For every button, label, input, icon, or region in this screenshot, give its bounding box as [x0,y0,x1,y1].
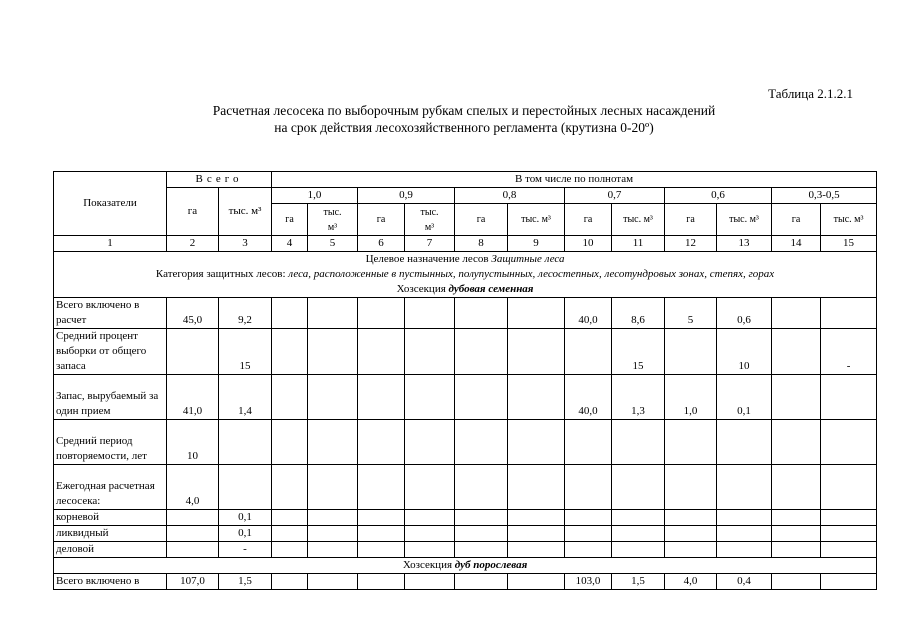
data-cell: 103,0 [565,574,612,590]
column-number-cell: 5 [308,236,358,252]
data-cell [405,465,455,510]
table-row [54,375,877,420]
data-cell [167,329,219,375]
data-cell [272,526,308,542]
subheader-ha: га [772,204,821,236]
row-label: корневой [54,510,167,526]
data-cell [358,542,405,558]
data-cell [508,329,565,375]
data-cell [308,298,358,329]
data-cell [272,329,308,375]
data-cell [405,329,455,375]
column-number-cell: 2 [167,236,219,252]
data-cell [358,375,405,420]
data-cell: 40,0 [565,375,612,420]
data-cell [565,526,612,542]
purpose-line [56,252,874,267]
data-cell [455,375,508,420]
row-label: Средний процент выборки от общего запаса [54,329,167,375]
column-number-cell: 8 [455,236,508,252]
data-cell [358,465,405,510]
subheader-thous: тыс. [323,206,342,218]
data-cell [455,510,508,526]
subheader-m3: тыс. м³ [508,204,565,236]
data-cell [358,574,405,590]
data-cell [772,298,821,329]
table-row [54,329,877,375]
subheader-m3: тыс. м³ [612,204,665,236]
data-cell [455,298,508,329]
data-cell [772,375,821,420]
data-cell [772,420,821,465]
data-cell [717,420,772,465]
data-cell [455,465,508,510]
data-cell: 1,4 [219,375,272,420]
data-cell [308,420,358,465]
section-prefix: Хозсекция [396,283,449,295]
data-cell: 1,0 [665,375,717,420]
table-row [54,298,877,329]
column-number-cell: 3 [219,236,272,252]
data-cell: 15 [612,329,665,375]
data-cell [308,465,358,510]
data-cell [665,420,717,465]
data-cell [405,574,455,590]
data-cell: 1,3 [612,375,665,420]
data-cell [308,375,358,420]
data-cell [772,510,821,526]
data-cell [665,329,717,375]
column-number-cell: 9 [508,236,565,252]
data-cell [167,526,219,542]
data-cell [508,420,565,465]
data-cell [358,298,405,329]
data-cell [772,465,821,510]
header-total-ha: га [167,188,219,236]
data-cell [821,526,877,542]
data-cell [308,574,358,590]
data-cell: 45,0 [167,298,219,329]
data-cell: 41,0 [167,375,219,420]
data-cell [612,542,665,558]
data-cell [565,465,612,510]
data-cell [272,510,308,526]
data-cell [565,420,612,465]
row-label: Запас, вырубаемый за один прием [54,375,167,420]
data-cell [565,329,612,375]
table-row [54,420,877,465]
allowable-cut-table [53,171,877,590]
header-total-m3: тыс. м³ [219,188,272,236]
data-cell [821,510,877,526]
category-value: леса, расположенные в пустынных, полупустынных, лесостепных, лесотундровых зонах, степях, горах [288,268,775,280]
data-cell [455,542,508,558]
data-cell [405,420,455,465]
data-cell [358,510,405,526]
title-line-2: на срок действия лесохозяйственного регламента (крутизна 0-20º) [274,120,654,135]
data-cell [358,420,405,465]
data-cell [717,510,772,526]
column-number-cell: 15 [821,236,877,252]
purpose-prefix: Целевое назначение лесов [365,253,492,265]
section-prefix: Хозсекция [402,559,455,571]
data-cell [565,542,612,558]
row-label: Всего включено в расчет [54,298,167,329]
data-cell: 107,0 [167,574,219,590]
density-header: 1,0 [272,188,358,204]
density-header: 0,8 [455,188,565,204]
data-cell [167,542,219,558]
data-cell: 0,1 [219,510,272,526]
subheader-thous: тыс. [420,206,439,218]
data-cell [508,574,565,590]
data-cell: 40,0 [565,298,612,329]
column-number-cell: 4 [272,236,308,252]
title-line-1: Расчетная лесосека по выборочным рубкам спелых и перестойных лесных насаждений [212,103,716,118]
data-cell [665,542,717,558]
density-header: 0,9 [358,188,455,204]
data-cell: 5 [665,298,717,329]
row-label: ликвидный [54,526,167,542]
data-cell [821,465,877,510]
data-cell [219,420,272,465]
data-cell [308,329,358,375]
data-cell [405,526,455,542]
section2-header [54,558,877,574]
table-row [54,542,877,558]
density-header: 0,7 [565,188,665,204]
data-cell [612,420,665,465]
column-number-row [54,236,877,252]
subheader-m3-unit: м³ [327,221,338,233]
data-cell: 10 [717,329,772,375]
row-label: деловой [54,542,167,558]
data-cell: 8,6 [612,298,665,329]
table-row [54,510,877,526]
data-cell [308,542,358,558]
data-cell [508,510,565,526]
row-label: Всего включено в [54,574,167,590]
section-name: дубовая семенная [448,283,534,295]
data-cell: 0,1 [219,526,272,542]
data-cell [358,329,405,375]
subheader-ha: га [455,204,508,236]
subheader-m3 [405,204,455,236]
data-cell: 0,4 [717,574,772,590]
data-cell: 9,2 [219,298,272,329]
data-cell [665,510,717,526]
column-number-cell: 1 [54,236,167,252]
data-cell [405,510,455,526]
subheader-m3: тыс. м³ [717,204,772,236]
data-cell [772,526,821,542]
data-cell [665,465,717,510]
data-cell [821,298,877,329]
data-cell [405,298,455,329]
data-cell: 0,1 [717,375,772,420]
category-prefix: Категория защитных лесов: [155,268,289,280]
data-cell [508,542,565,558]
row-label: Ежегодная расчетная лесосека: [54,465,167,510]
data-cell [455,574,508,590]
data-cell [272,375,308,420]
data-cell [219,465,272,510]
data-cell [272,298,308,329]
data-cell [272,465,308,510]
subheader-m3 [308,204,358,236]
data-cell [272,542,308,558]
data-cell: 4,0 [167,465,219,510]
data-cell [821,542,877,558]
data-cell [167,510,219,526]
data-cell: 15 [219,329,272,375]
data-cell [772,329,821,375]
column-number-cell: 10 [565,236,612,252]
data-cell [508,298,565,329]
section-name: дуб порослевая [454,559,528,571]
table-row [54,574,877,590]
data-cell [455,420,508,465]
data-cell [358,526,405,542]
data-cell [717,465,772,510]
data-cell [308,526,358,542]
data-cell [612,465,665,510]
data-cell [821,420,877,465]
data-cell [272,420,308,465]
table-title [0,102,905,136]
column-number-cell: 14 [772,236,821,252]
data-cell [717,526,772,542]
data-cell [455,329,508,375]
column-number-cell: 7 [405,236,455,252]
header-total: Всего [167,172,272,188]
data-cell [821,375,877,420]
data-cell: 1,5 [612,574,665,590]
data-cell [665,526,717,542]
category-line [56,267,874,282]
density-header: 0,3-0,5 [772,188,877,204]
data-cell [565,510,612,526]
subheader-m3-unit: м³ [424,221,435,233]
data-cell [508,375,565,420]
section1-header [56,282,874,297]
data-cell [612,526,665,542]
data-cell: - [821,329,877,375]
data-cell [405,375,455,420]
column-number-cell: 13 [717,236,772,252]
column-number-cell: 12 [665,236,717,252]
column-number-cell: 6 [358,236,405,252]
data-cell [405,542,455,558]
data-cell [455,526,508,542]
table-row [54,526,877,542]
data-cell [272,574,308,590]
data-cell [308,510,358,526]
data-cell [612,510,665,526]
data-cell [772,574,821,590]
data-cell [508,526,565,542]
data-cell [508,465,565,510]
purpose-value: Защитные леса [491,253,565,265]
column-number-cell: 11 [612,236,665,252]
data-cell: 4,0 [665,574,717,590]
data-cell [821,574,877,590]
data-cell: 0,6 [717,298,772,329]
data-cell: - [219,542,272,558]
purpose-cell [54,252,877,298]
data-cell [717,542,772,558]
data-cell: 10 [167,420,219,465]
table-row [54,465,877,510]
table-number: Таблица 2.1.2.1 [768,86,853,101]
header-by-density: В том числе по полнотам [272,172,877,188]
data-cell [772,542,821,558]
subheader-ha: га [565,204,612,236]
subheader-ha: га [665,204,717,236]
row-label: Средний период повторяемости, лет [54,420,167,465]
density-header: 0,6 [665,188,772,204]
subheader-ha: га [358,204,405,236]
subheader-m3: тыс. м³ [821,204,877,236]
header-indicators: Показатели [54,172,167,236]
subheader-ha: га [272,204,308,236]
data-cell: 1,5 [219,574,272,590]
